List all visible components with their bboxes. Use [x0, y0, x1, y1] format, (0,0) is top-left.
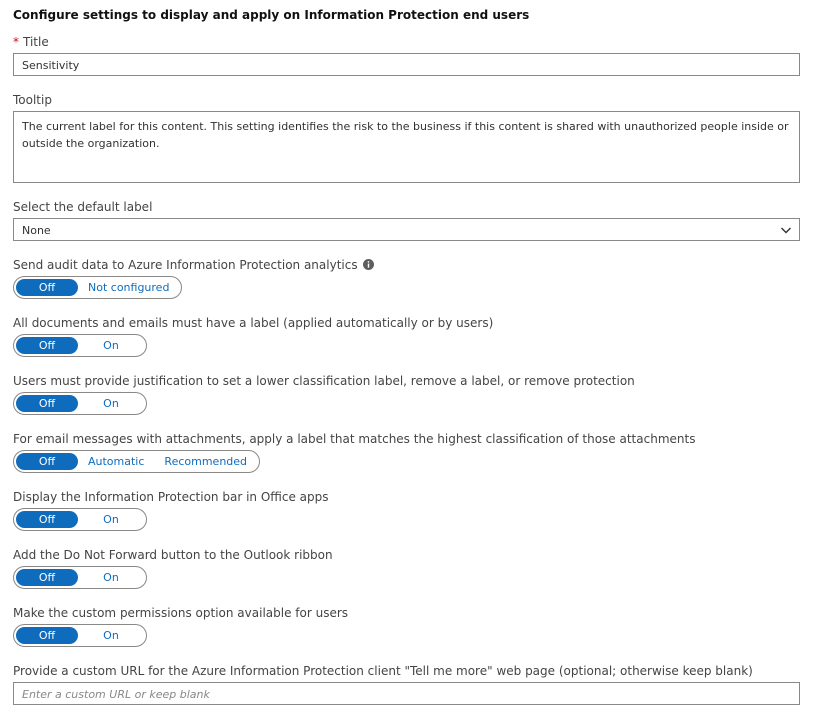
- tooltip-label: Tooltip: [13, 93, 52, 107]
- custom-url-input[interactable]: [13, 682, 800, 705]
- option-on[interactable]: On: [103, 339, 119, 352]
- custom-url-label: Provide a custom URL for the Azure Information Protection client "Tell me more" web page (optional; otherwise keep blank): [13, 664, 753, 678]
- option-on[interactable]: On: [103, 397, 119, 410]
- option-off[interactable]: Off: [16, 395, 78, 412]
- option-not-configured[interactable]: Not configured: [88, 281, 170, 294]
- setting-bar-label: Display the Information Protection bar in Office apps: [13, 490, 329, 504]
- setting-audit-label-row: [13, 258, 374, 272]
- option-off[interactable]: Off: [16, 337, 78, 354]
- setting-dnf-label: Add the Do Not Forward button to the Outlook ribbon: [13, 548, 333, 562]
- option-automatic[interactable]: Automatic: [88, 455, 145, 468]
- required-marker: *: [13, 35, 19, 49]
- option-off[interactable]: Off: [16, 627, 78, 644]
- option-off[interactable]: Off: [16, 511, 78, 528]
- title-label-row: [13, 35, 49, 49]
- setting-bar-toggle[interactable]: [13, 508, 147, 531]
- setting-custom-permissions-toggle[interactable]: [13, 624, 147, 647]
- setting-mandatory-toggle[interactable]: [13, 334, 147, 357]
- default-label-label: Select the default label: [13, 200, 153, 214]
- info-icon[interactable]: [363, 259, 374, 270]
- setting-mandatory-label: All documents and emails must have a label (applied automatically or by users): [13, 316, 494, 330]
- option-off[interactable]: Off: [16, 279, 78, 296]
- custom-url-placeholder: Enter a custom URL or keep blank: [22, 688, 210, 701]
- chevron-down-icon: [780, 224, 792, 236]
- setting-attachments-label: For email messages with attachments, apply a label that matches the highest classification of those attachments: [13, 432, 696, 446]
- title-label: Title: [23, 35, 49, 49]
- tooltip-textarea[interactable]: The current label for this content. This setting identifies the risk to the business if this content is shared with unauthorized people inside or outside the organization.: [13, 111, 800, 183]
- setting-justification-toggle[interactable]: [13, 392, 147, 415]
- setting-justification-label: Users must provide justification to set a lower classification label, remove a label, or remove protection: [13, 374, 635, 388]
- option-on[interactable]: On: [103, 629, 119, 642]
- option-recommended[interactable]: Recommended: [164, 455, 248, 468]
- option-off[interactable]: Off: [16, 569, 78, 586]
- setting-audit-toggle[interactable]: [13, 276, 182, 299]
- option-on[interactable]: On: [103, 571, 119, 584]
- setting-custom-permissions-label: Make the custom permissions option available for users: [13, 606, 349, 620]
- option-on[interactable]: On: [103, 513, 119, 526]
- setting-dnf-toggle[interactable]: [13, 566, 147, 589]
- page-heading: Configure settings to display and apply on Information Protection end users: [13, 8, 530, 22]
- default-label-select[interactable]: [13, 218, 800, 241]
- setting-attachments-toggle[interactable]: [13, 450, 260, 473]
- default-label-value: None: [22, 224, 51, 237]
- setting-audit-label: Send audit data to Azure Information Protection analytics: [13, 258, 358, 272]
- title-input[interactable]: Sensitivity: [13, 53, 800, 76]
- option-off[interactable]: Off: [16, 453, 78, 470]
